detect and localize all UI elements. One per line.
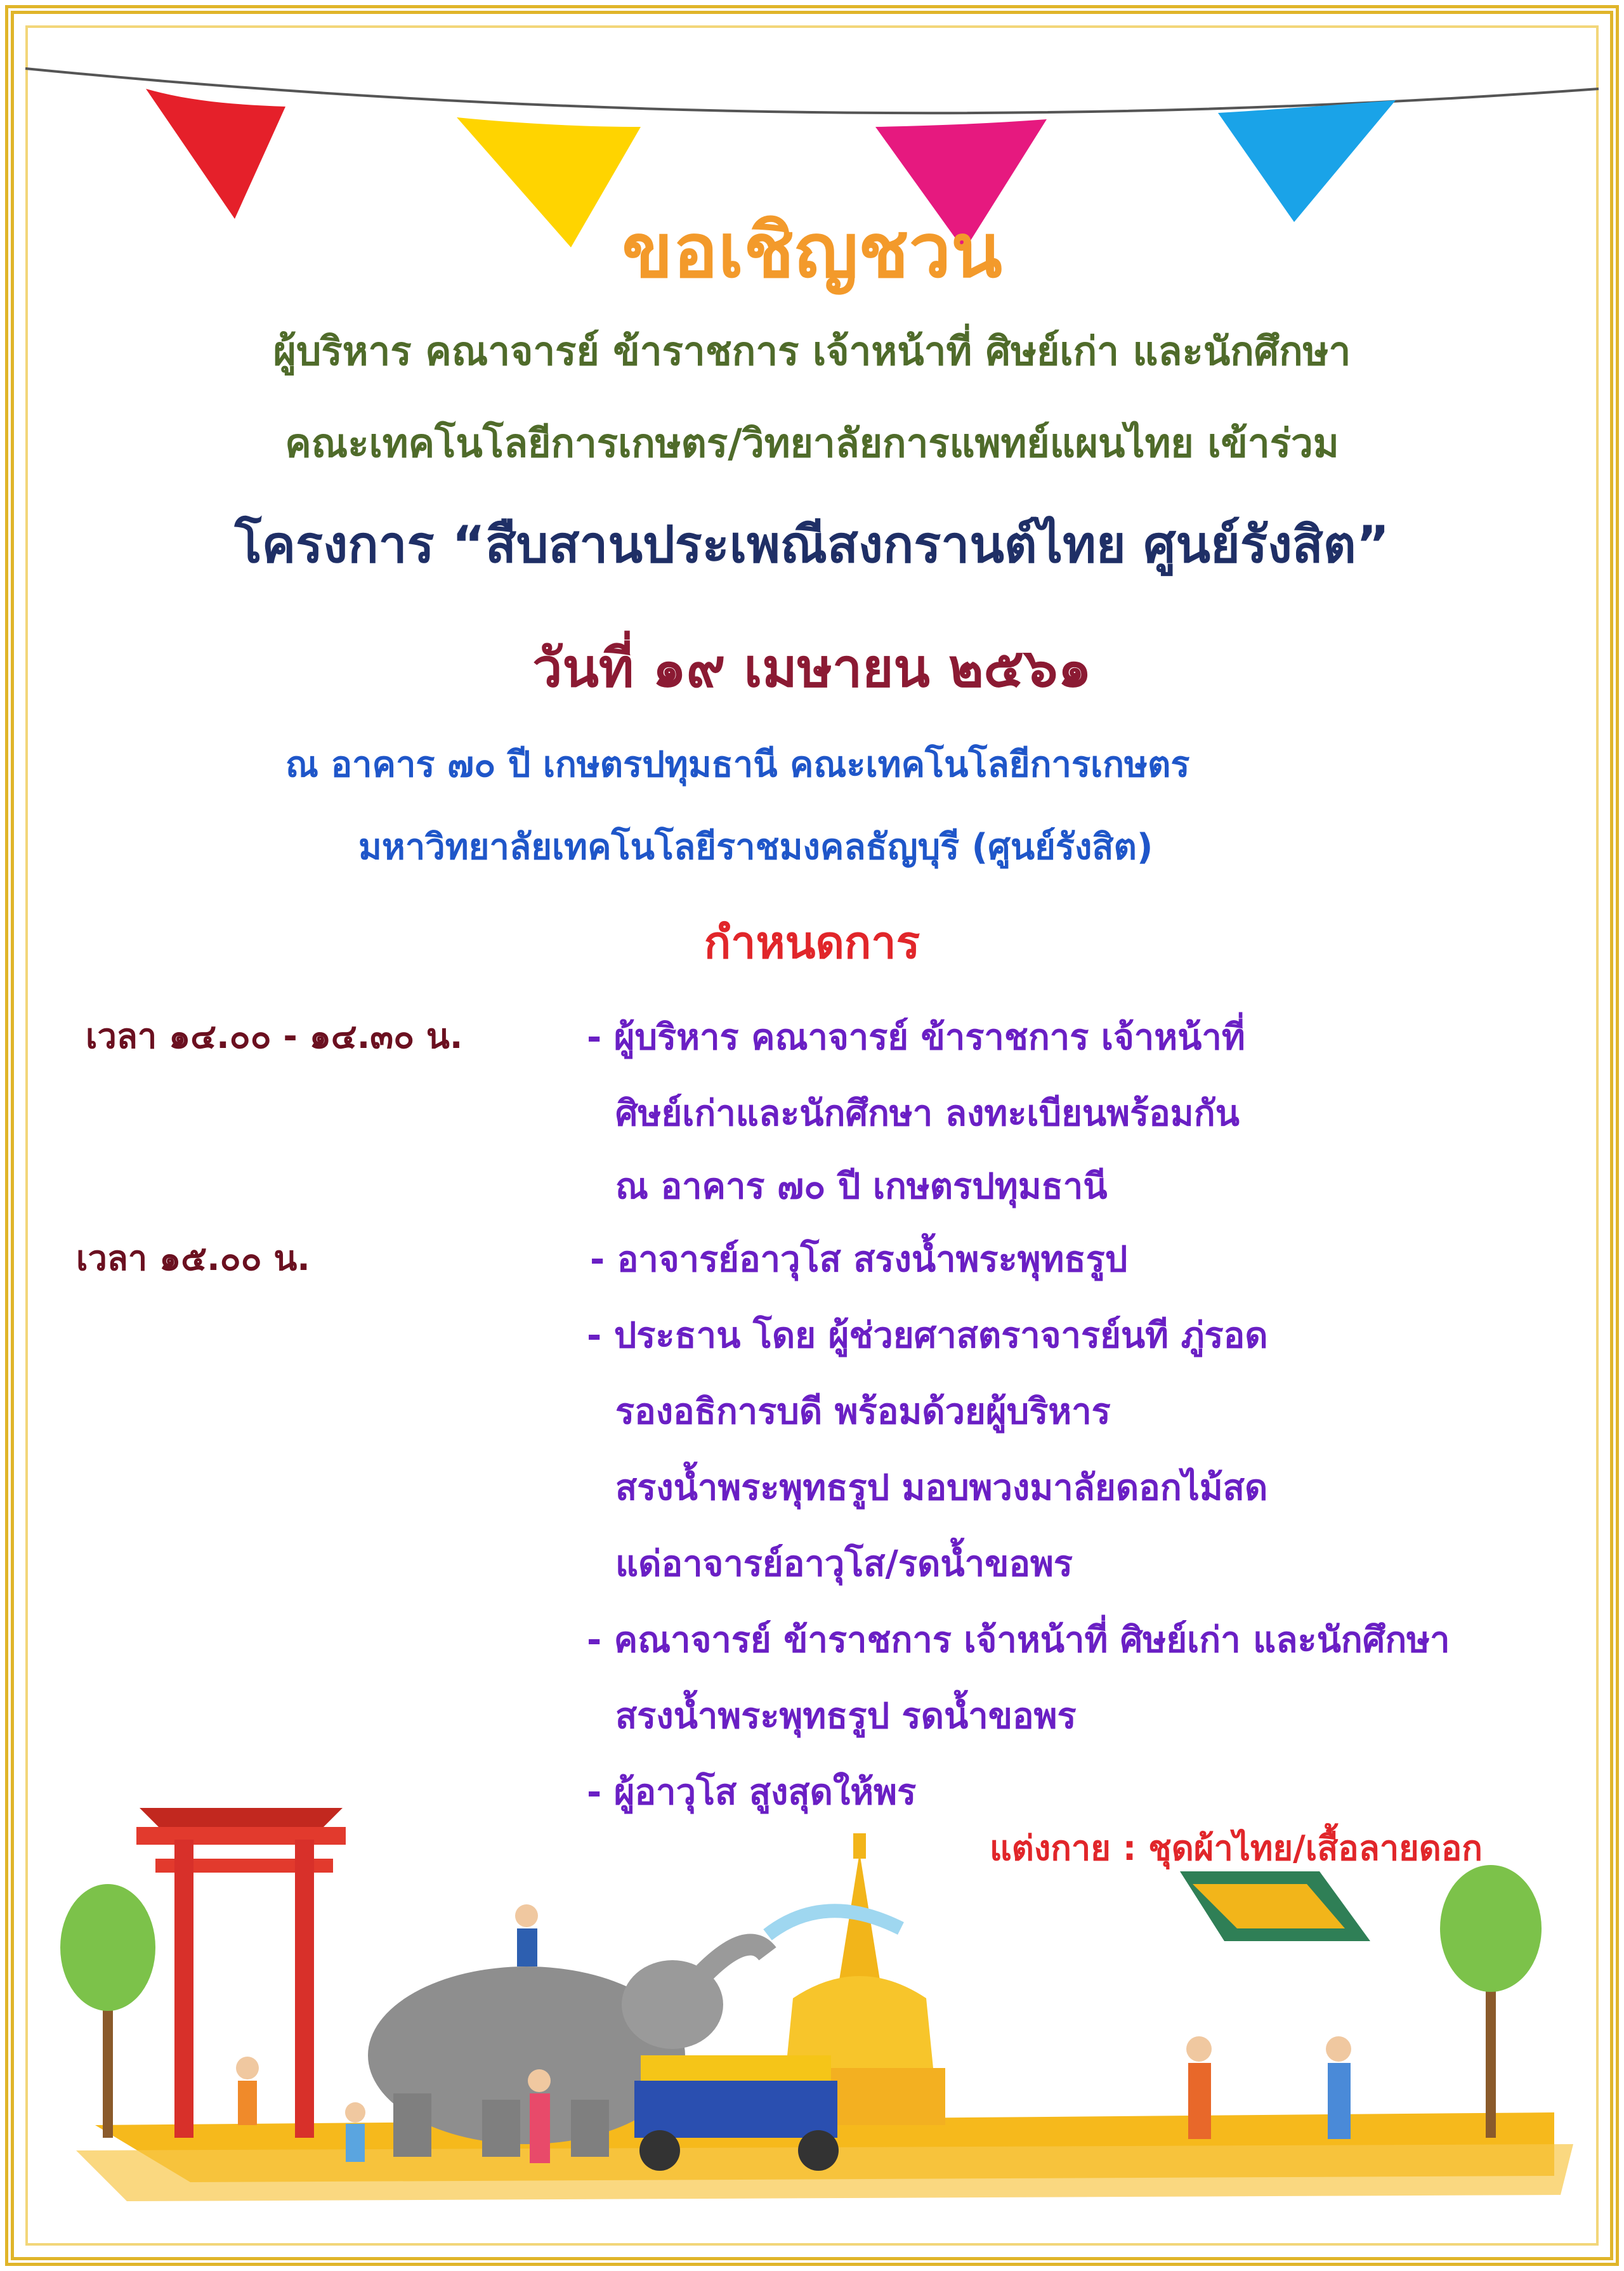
schedule-item-1: - ผู้บริหาร คณาจารย์ ข้าราชการ เจ้าหน้าที่	[587, 1017, 1245, 1058]
event-date: วันที่ ๑๙ เมษายน ๒๕๖๑	[532, 637, 1092, 699]
schedule-item-3-cont: แด่อาจารย์อาวุโส/รดน้ำขอพร	[615, 1543, 1073, 1585]
schedule-item-2: - อาจารย์อาวุโส สรงน้ำพระพุทธรูป	[590, 1239, 1128, 1280]
schedule-item-4: - คณาจารย์ ข้าราชการ เจ้าหน้าที่ ศิษย์เก่า และนักศึกษา	[587, 1620, 1450, 1661]
invitees-line-1: ผู้บริหาร คณาจารย์ ข้าราชการ เจ้าหน้าที่ ศิษย์เก่า และนักศึกษา	[273, 328, 1351, 374]
schedule-item-1-cont: ศิษย์เก่าและนักศึกษา ลงทะเบียนพร้อมกัน	[615, 1093, 1240, 1134]
schedule-item-1-cont: ณ อาคาร ๗๐ ปี เกษตรปทุมธานี	[615, 1166, 1108, 1207]
venue-line-2: มหาวิทยาลัยเทคโนโลยีราชมงคลธัญบุรี (ศูนย์รังสิต)	[358, 827, 1153, 868]
schedule-item-3: - ประธาน โดย ผู้ช่วยศาสตราจารย์นที ภู่รอด	[587, 1315, 1268, 1356]
schedule-item-5: - ผู้อาวุโส สูงสุดให้พร	[587, 1772, 917, 1813]
schedule-time-2: เวลา ๑๕.๐๐ น.	[76, 1238, 310, 1278]
dress-code: แต่งกาย : ชุดผ้าไทย/เสื้อลายดอก	[990, 1828, 1483, 1868]
tree-right	[1440, 1865, 1542, 2138]
water-spray	[768, 1911, 901, 1935]
schedule-time-1: เวลา ๑๔.๐๐ - ๑๔.๓๐ น.	[86, 1016, 463, 1056]
invitees-line-2: คณะเทคโนโลยีการเกษตร/วิทยาลัยการแพทย์แผนไทย เข้าร่วม	[285, 420, 1339, 466]
schedule-heading: กำหนดการ	[704, 917, 920, 969]
schedule-item-3-cont: สรงน้ำพระพุทธรูป มอบพวงมาลัยดอกไม้สด	[615, 1467, 1268, 1509]
invitation-title: ขอเชิญชวน	[622, 207, 1002, 294]
tree-left	[60, 1884, 155, 2138]
project-name: โครงการ “สืบสานประเพณีสงกรานต์ไทย ศูนย์รังสิต”	[234, 515, 1390, 574]
schedule-item-3-cont: รองอธิการบดี พร้อมด้วยผู้บริหาร	[615, 1391, 1111, 1432]
venue-line-1: ณ อาคาร ๗๐ ปี เกษตรปทุมธานี คณะเทคโนโลยีการเกษตร	[285, 744, 1190, 785]
schedule-item-4-cont: สรงน้ำพระพุทธรูป รดน้ำขอพร	[615, 1696, 1077, 1737]
temple-roof	[1180, 1871, 1370, 1941]
